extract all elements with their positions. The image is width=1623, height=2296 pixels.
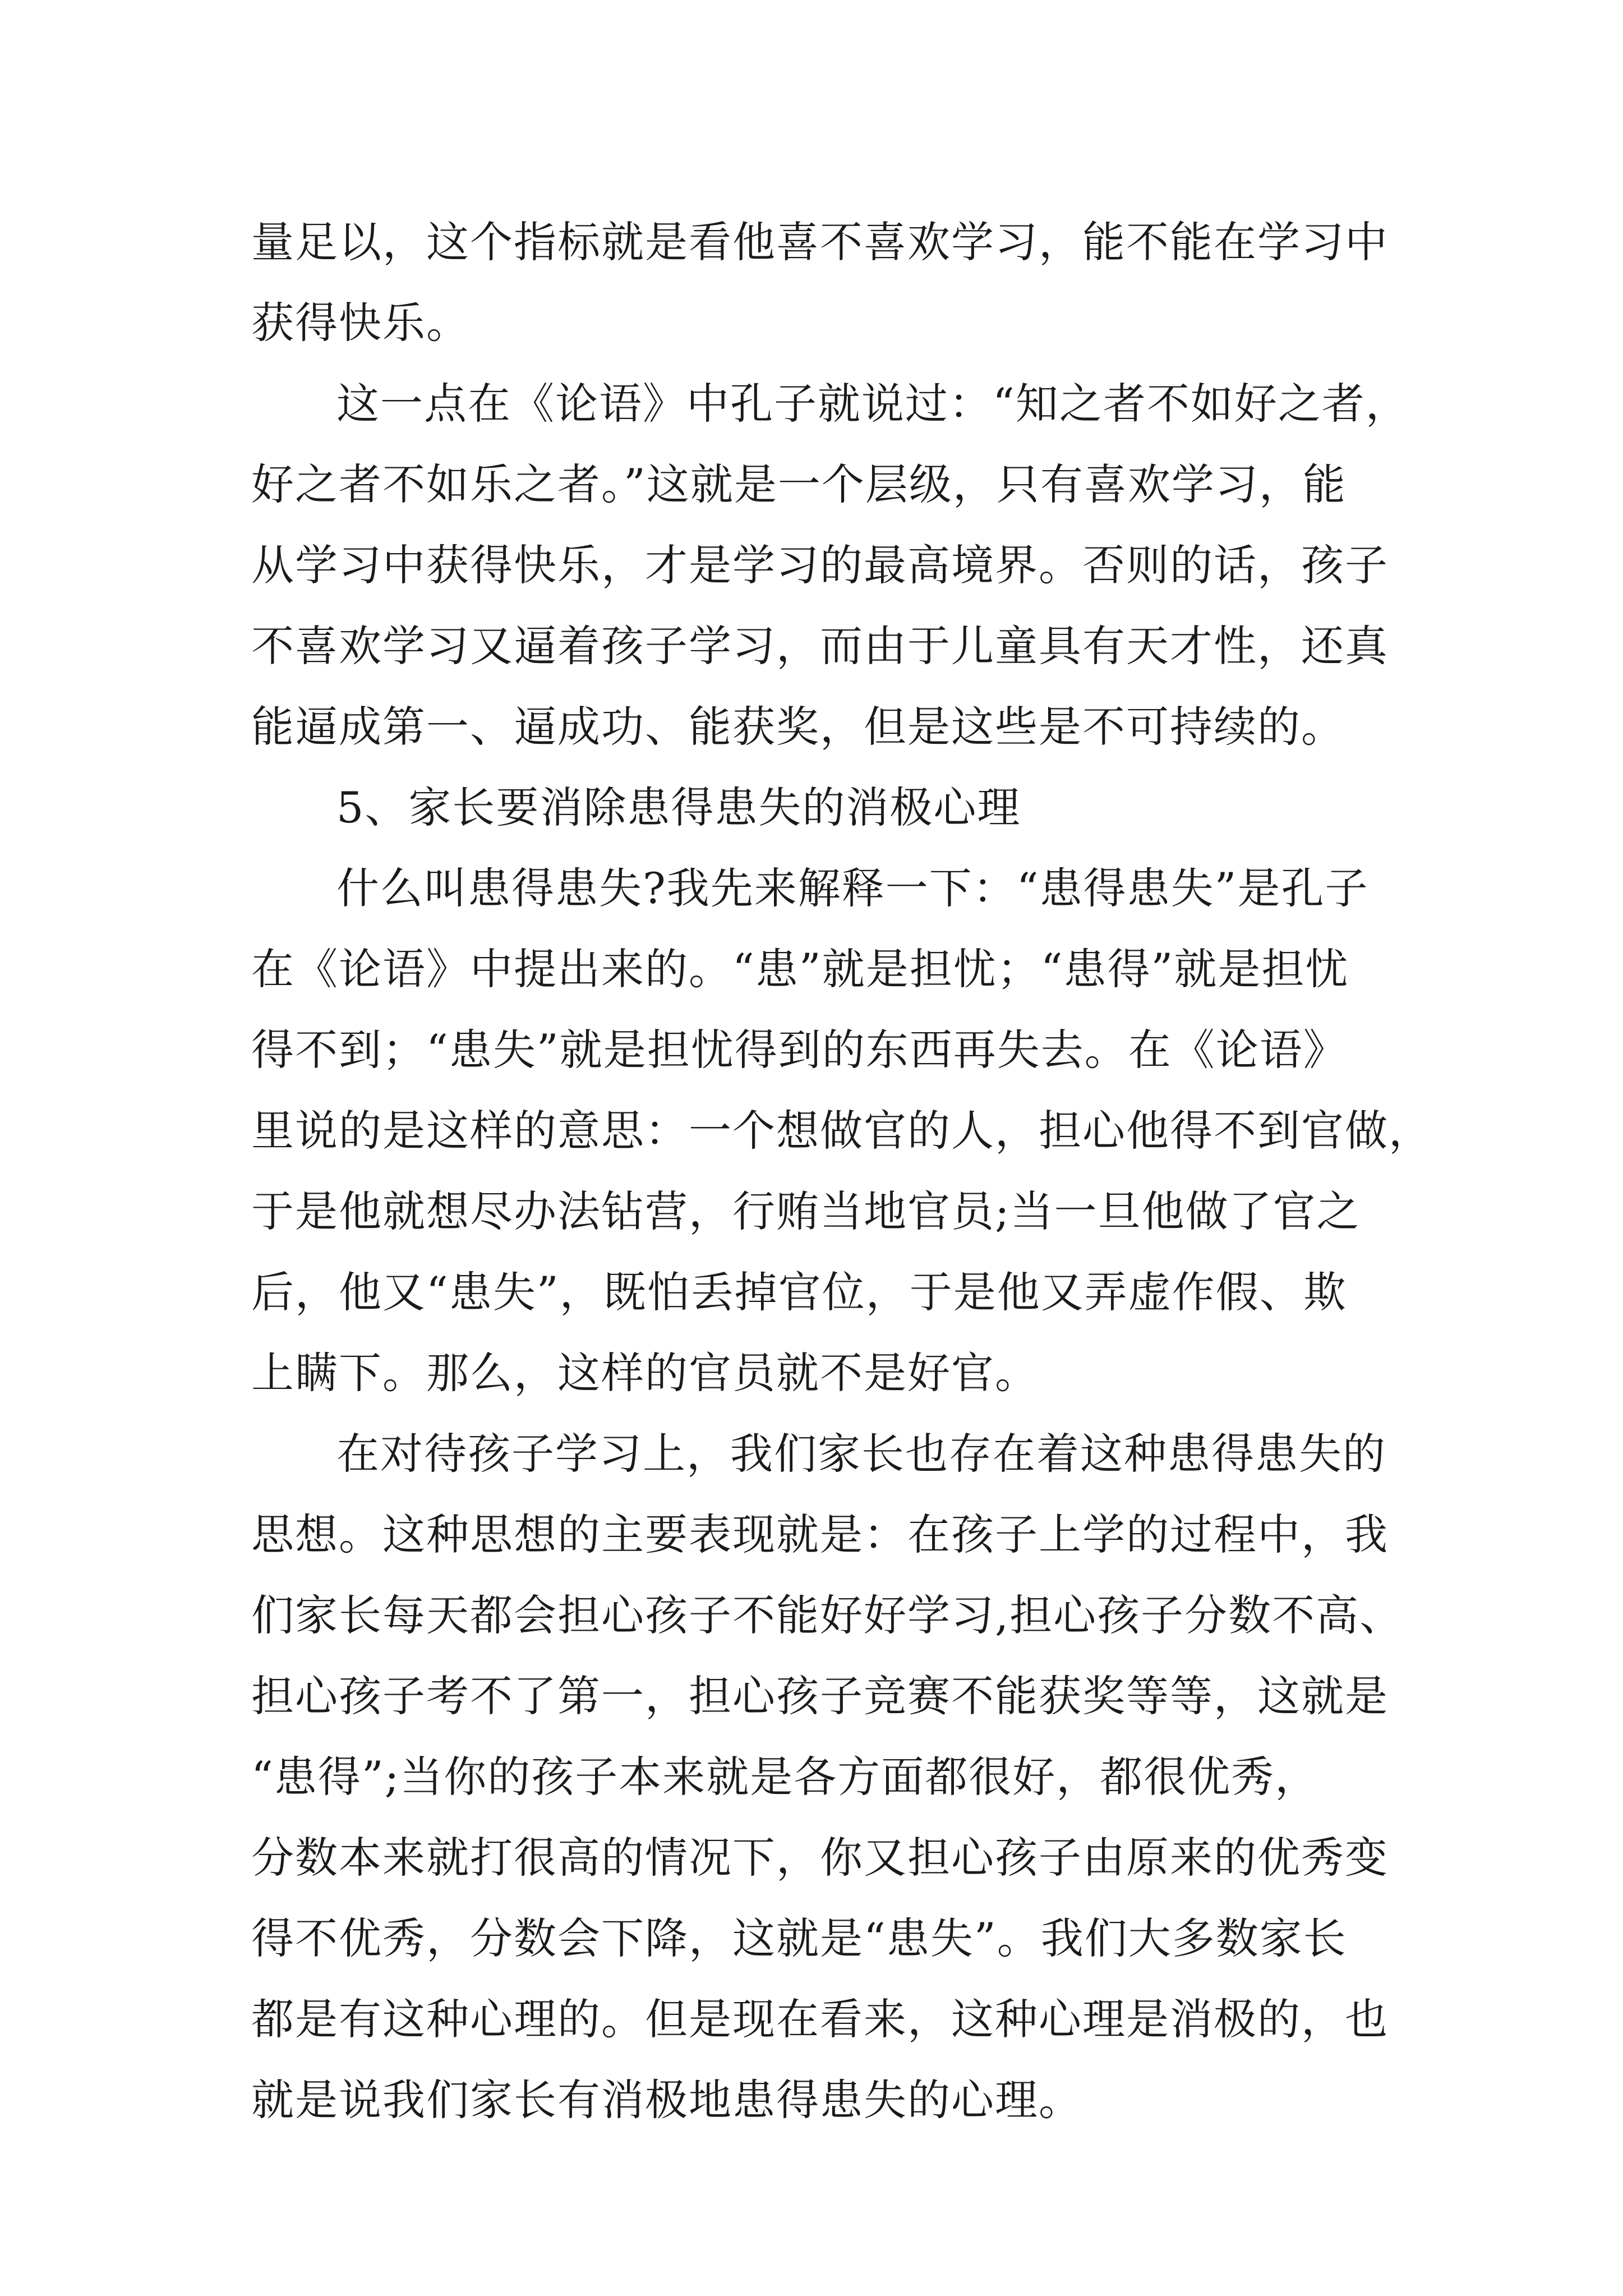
text-line: 得不优秀，分数会下降，这就是“患失”。我们大多数家长	[251, 1913, 1347, 1963]
text-line: “患得”;当你的孩子本来就是各方面都很好，都很优秀，	[251, 1752, 1319, 1802]
paragraph-start-line: 在对待孩子学习上，我们家长也存在着这种患得患失的	[336, 1429, 1386, 1479]
text-line: 上瞒下。那么，这样的官员就不是好官。	[251, 1348, 1039, 1398]
text-line: 在《论语》中提出来的。“患”就是担忧；“患得”就是担忧	[251, 944, 1349, 994]
text-line: 获得快乐。	[251, 298, 470, 348]
text-line: 里说的是这样的意思：一个想做官的人，担心他得不到官做，	[251, 1106, 1432, 1156]
text-line: 都是有这种心理的。但是现在看来，这种心理是消极的，也	[251, 1994, 1389, 2044]
paragraph-start-line: 什么叫患得患失?我先来解释一下：“患得患失”是孔子	[336, 863, 1369, 913]
text-line: 思想。这种思想的主要表现就是：在孩子上学的过程中，我	[251, 1510, 1389, 1559]
text-line: 从学习中获得快乐，才是学习的最高境界。否则的话，孩子	[251, 540, 1389, 590]
text-line: 们家长每天都会担心孩子不能好好学习,担心孩子分数不高、	[251, 1590, 1404, 1640]
paragraph-start-line: 这一点在《论语》中孔子就说过：“知之者不如好之者，	[336, 379, 1409, 429]
text-line: 得不到；“患失”就是担忧得到的东西再失去。在《论语》	[251, 1025, 1347, 1075]
text-line: 就是说我们家长有消极地患得患失的心理。	[251, 2075, 1082, 2125]
section-heading: 5、家长要消除患得患失的消极心理	[336, 783, 1021, 832]
text-line: 能逼成第一、逼成功、能获奖，但是这些是不可持续的。	[251, 702, 1345, 752]
text-line: 后，他又“患失”，既怕丢掉官位，于是他又弄虚作假、欺	[251, 1267, 1347, 1317]
text-line: 分数本来就打很高的情况下，你又担心孩子由原来的优秀变	[251, 1833, 1389, 1883]
body-text	[251, 202, 1432, 2141]
text-line: 不喜欢学习又逼着孩子学习，而由于儿童具有天才性，还真	[251, 621, 1389, 671]
text-line: 好之者不如乐之者。”这就是一个层级，只有喜欢学习，能	[251, 459, 1347, 509]
text-line: 于是他就想尽办法钻营，行贿当地官员;当一旦他做了官之	[251, 1186, 1361, 1236]
text-line: 担心孩子考不了第一，担心孩子竞赛不能获奖等等，这就是	[251, 1671, 1389, 1721]
text-line: 量足以，这个指标就是看他喜不喜欢学习，能不能在学习中	[251, 217, 1389, 267]
